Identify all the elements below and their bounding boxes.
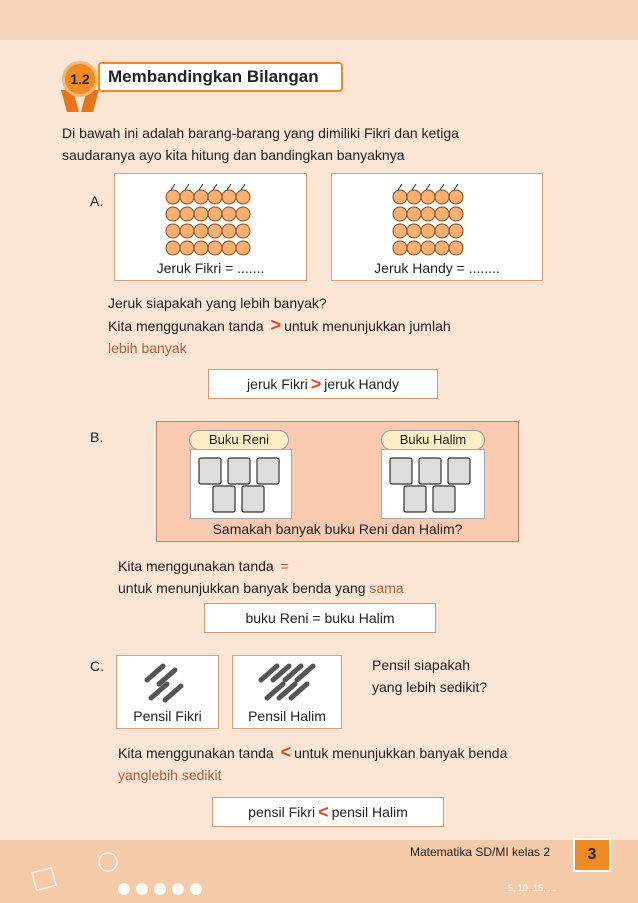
tag-buku-halim: Buku Halim — [381, 430, 485, 450]
explain-a-after: untuk menunjukkan jumlah — [284, 318, 451, 334]
pencil-fikri-label: Pensil Fikri — [133, 708, 202, 724]
explain-c-before: Kita menggunakan tanda — [118, 745, 274, 761]
explain-c-after: untuk menunjukkan banyak benda — [294, 745, 508, 761]
books-reni-icon — [191, 450, 291, 518]
pencil-question — [372, 654, 487, 698]
orange-handy-label: Jeruk Handy = ........ — [374, 260, 500, 276]
book-question: Samakah banyak buku Reni dan Halim? — [212, 521, 463, 537]
explain-b-accent: sama — [369, 580, 404, 596]
result-box-b: buku Reni = buku Halim — [204, 603, 436, 633]
pencil-question-line1: Pensil siapakah — [372, 657, 471, 673]
section-b-explanation — [118, 555, 538, 599]
pencils-halim-icon — [251, 660, 331, 704]
tag-buku-reni: Buku Reni — [189, 430, 289, 450]
top-decoration-band — [0, 0, 638, 40]
section-b-explain-line2 — [118, 577, 538, 599]
result-a-symbol: > — [310, 373, 322, 394]
section-number-badge: 1.2 — [62, 61, 98, 97]
orange-fikri-label: Jeruk Fikri = ....... — [156, 260, 265, 276]
book-comparison-panel — [156, 421, 519, 542]
explain-c-accent: yanglebih sedikit — [118, 767, 222, 783]
result-c-left: pensil Fikri — [248, 804, 316, 820]
section-a-explain-line — [108, 314, 578, 337]
marker-a: A. — [90, 193, 104, 209]
result-c-right: pensil Halim — [331, 804, 408, 820]
marker-b: B. — [90, 429, 104, 445]
books-halim-illustration — [381, 449, 485, 519]
explain-a-accent: lebih banyak — [108, 340, 187, 356]
explain-b-line2: untuk menunjukkan banyak benda yang — [118, 580, 366, 596]
section-title: Membandingkan Bilangan — [98, 62, 343, 92]
pencil-halim-label: Pensil Halim — [248, 708, 326, 724]
result-a-right: jeruk Handy — [324, 376, 399, 392]
books-reni-illustration — [190, 449, 292, 519]
section-a-explanation — [108, 292, 578, 359]
explain-a-before: Kita menggunakan tanda — [108, 318, 264, 334]
section-b-explain-line — [118, 555, 538, 577]
result-box-a — [208, 369, 438, 399]
intro-paragraph — [62, 122, 602, 166]
section-c-explain-line — [118, 741, 608, 764]
footer-decoration-icon — [30, 848, 130, 896]
result-box-c — [212, 797, 444, 827]
result-a-left: jeruk Fikri — [247, 376, 308, 392]
footer-dot-2 — [136, 883, 148, 895]
oranges-handy-illustration — [390, 182, 480, 262]
greater-than-symbol: > — [270, 315, 282, 335]
footer-dot-3 — [154, 883, 166, 895]
intro-line-1: Di bawah ini adalah barang-barang yang dimiliki Fikri dan ketiga — [62, 125, 459, 141]
section-a-question: Jeruk siapakah yang lebih banyak? — [108, 295, 327, 311]
intro-line-2: saudaranya ayo kita hitung dan bandingkan banyaknya — [62, 147, 405, 163]
books-halim-icon — [382, 450, 484, 518]
less-than-symbol: < — [280, 742, 292, 762]
explain-b-before: Kita menggunakan tanda — [118, 558, 274, 574]
pencil-box-halim — [232, 655, 342, 729]
footer-dot-5 — [190, 883, 202, 895]
equal-symbol: = — [280, 558, 289, 574]
orange-box-handy — [331, 173, 543, 281]
pencils-fikri-icon — [137, 660, 197, 704]
pencil-box-fikri — [116, 655, 219, 729]
marker-c: C. — [90, 658, 104, 674]
result-c-symbol: < — [318, 801, 329, 822]
page-number: 3 — [573, 838, 611, 872]
orange-box-fikri — [114, 173, 307, 281]
footer-book-title: Matematika SD/MI kelas 2 — [410, 845, 551, 859]
oranges-fikri-illustration — [163, 182, 263, 262]
footer-sequence: 5, 10, 15, ... — [508, 883, 556, 893]
footer-dot-4 — [172, 883, 184, 895]
pencil-question-line2: yang lebih sedikit? — [372, 679, 488, 695]
section-c-explanation — [118, 741, 608, 786]
